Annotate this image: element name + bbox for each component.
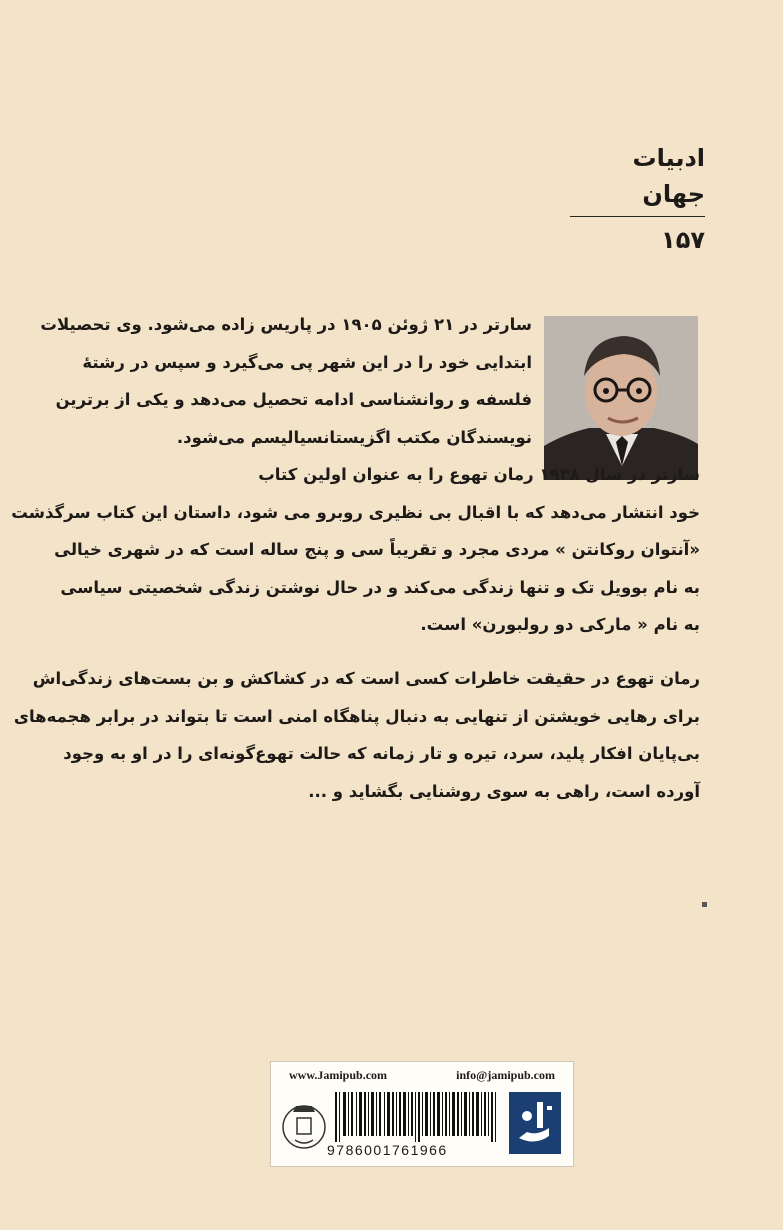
email-link[interactable]: info@jamipub.com	[456, 1068, 555, 1082]
text-line: سارتر در ۲۱ ژوئن ۱۹۰۵ در پاریس زاده می‌شود. وی تحصیلات	[40, 315, 532, 334]
text-line: فلسفه و روانشناسی ادامه تحصیل می‌دهد و یکی از برترین	[55, 390, 532, 409]
series-block	[570, 140, 705, 257]
paragraph-novel-summary	[13, 660, 700, 810]
text-line: خود انتشار می‌دهد که با اقبال بی نظیری روبرو می شود، داستان این کتاب سرگذشت	[11, 502, 700, 522]
text-line: به نام بوویل تک و تنها زندگی می‌کند و در حال نوشتن زندگی شخصیتی سیاسی	[60, 577, 700, 597]
text-line: به نام « مارکی دو رولبورن» است.	[420, 615, 700, 634]
text-line: آورده است، راهی به سوی روشنایی بگشاید و ...	[308, 781, 700, 801]
isbn-number: 9786001761966	[327, 1142, 448, 1158]
text-line: بی‌پایان افکار پلید، سرد، تیره و تار زمانه که حالت تهوع‌گونه‌ای را در او به وجود	[63, 744, 700, 763]
paragraph-biography	[40, 306, 532, 456]
isbn-barcode	[335, 1092, 501, 1142]
publisher-label	[270, 1061, 574, 1167]
jami-logo-icon	[509, 1092, 561, 1154]
website-link[interactable]: www.Jamipub.com	[289, 1068, 388, 1082]
text-line: «آنتوان روکانتن » مردی مجرد و تقریباً سی و پنج ساله است که در شهری خیالی	[54, 540, 700, 559]
text-line: سارتر در سال ۱۹۳۸ رمان تهوع را به عنوان اولین کتاب	[258, 465, 700, 484]
text-line: رمان تهوع در حقیقت خاطرات کسی است که در کشاکش و بن بست‌های زندگی‌اش	[32, 669, 700, 688]
publisher-seal-icon	[281, 1096, 327, 1158]
text-line: برای رهایی خویشتن از تنهایی به دنبال پناهگاه امنی است تا بتواند در برابر هجمه‌های	[13, 706, 700, 726]
series-title: ادبیات جهان	[632, 144, 705, 208]
text-line: ابتدایی خود را در این شهر پی می‌گیرد و سپس در رشتهٔ	[82, 352, 532, 372]
ornament-dot	[702, 902, 707, 907]
paragraph-novel-intro	[11, 456, 700, 644]
contact-row	[271, 1068, 573, 1083]
series-number: ۱۵۷	[661, 226, 705, 254]
series-divider	[570, 216, 705, 217]
text-line: نویسندگان مکتب اگزیستانسیالیسم می‌شود.	[176, 427, 532, 447]
